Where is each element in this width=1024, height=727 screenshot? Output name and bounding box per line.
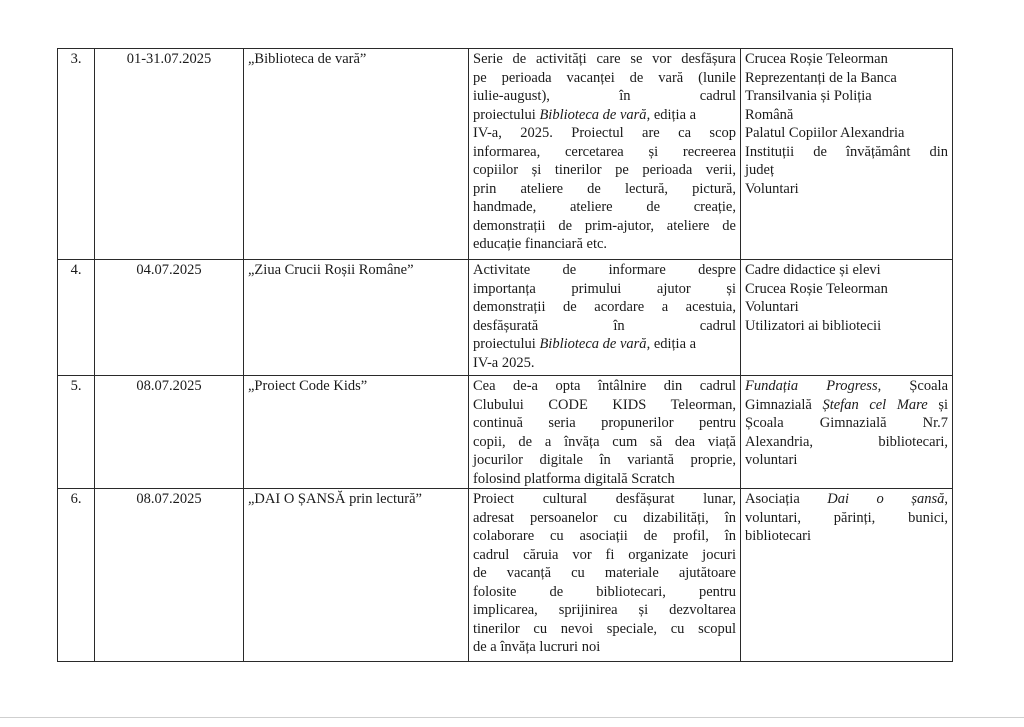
description-line: copii, de a învăța cum să dea viață bbox=[473, 433, 736, 450]
table-row bbox=[58, 49, 953, 260]
description-line: Cea de-a opta întâlnire din cadrul bbox=[473, 378, 736, 394]
participant-line: Română bbox=[745, 106, 794, 123]
participant-line: Asociația Dai o șansă, bbox=[745, 491, 948, 507]
description-line: iulie-august), în cadrul bbox=[473, 88, 736, 104]
row-number: 4. bbox=[58, 260, 95, 376]
description-line: educație financiară etc. bbox=[473, 236, 608, 252]
row-title: „DAI O ȘANSĂ prin lectură” bbox=[244, 489, 469, 662]
row-date: 04.07.2025 bbox=[95, 260, 244, 376]
participant-line: Alexandria, bibliotecari, bbox=[745, 433, 948, 450]
description-line: continuă seria propunerilor pentru bbox=[473, 415, 736, 431]
row-participants bbox=[741, 489, 953, 662]
description-line: pe perioada vacanței de vară (lunile bbox=[473, 69, 736, 86]
activities-table bbox=[57, 48, 953, 662]
description-line: cadrul căruia vor fi organizate jocuri bbox=[473, 546, 736, 563]
table-row bbox=[58, 376, 953, 489]
row-date: 01-31.07.2025 bbox=[95, 49, 244, 260]
row-date: 08.07.2025 bbox=[95, 376, 244, 489]
row-participants bbox=[741, 260, 953, 376]
description-line: informarea, cercetarea și recreerea bbox=[473, 143, 736, 160]
description-line: de a învăța lucruri noi bbox=[473, 639, 601, 655]
participant-line: județ bbox=[745, 162, 774, 178]
description-line: proiectului Biblioteca de vară, ediția a bbox=[473, 106, 697, 123]
row-description bbox=[469, 489, 741, 662]
description-line: handmade, ateliere de creație, bbox=[473, 199, 736, 215]
description-line: implicarea, sprijinirea și dezvoltarea bbox=[473, 602, 736, 618]
page-bottom-rule bbox=[0, 717, 1024, 718]
participant-line: Voluntari bbox=[745, 299, 799, 315]
participant-line: Gimnazială Ștefan cel Mare și bbox=[745, 396, 948, 413]
description-line: jocurilor digitale în variantă proprie, bbox=[473, 452, 736, 468]
description-line: colaborare cu asociații de profil, în bbox=[473, 528, 736, 544]
row-title: „Biblioteca de vară” bbox=[244, 49, 469, 260]
description-line: demonstrații de acordare a acestuia, bbox=[473, 299, 736, 315]
description-line: Proiect cultural desfășurat lunar, bbox=[473, 491, 736, 507]
row-description bbox=[469, 376, 741, 489]
participant-line: Școala Gimnazială Nr.7 bbox=[745, 415, 948, 431]
description-line: Serie de activități care se vor desfășura bbox=[473, 51, 736, 67]
row-number: 5. bbox=[58, 376, 95, 489]
description-line: de vacanță cu materiale ajutătoare bbox=[473, 565, 736, 581]
participant-line: Crucea Roșie Teleorman bbox=[745, 51, 888, 67]
description-line: Activitate de informare despre bbox=[473, 262, 736, 278]
participant-line: Transilvania și Poliția bbox=[745, 88, 872, 104]
description-line: prin ateliere de lectură, pictură, bbox=[473, 180, 736, 197]
participant-line: Fundația Progress, Școala bbox=[745, 378, 949, 394]
row-date: 08.07.2025 bbox=[95, 489, 244, 662]
row-description bbox=[469, 49, 741, 260]
description-line: IV-a 2025. bbox=[473, 354, 535, 371]
table-row bbox=[58, 260, 953, 376]
table-row bbox=[58, 489, 953, 662]
participant-line: Instituții de învățământ din bbox=[745, 143, 948, 160]
description-line: folosind platforma digitală Scratch bbox=[473, 470, 675, 487]
row-participants bbox=[741, 376, 953, 489]
description-line: proiectului Biblioteca de vară, ediția a bbox=[473, 336, 697, 352]
participant-line: voluntari bbox=[745, 452, 798, 468]
description-line: Clubului CODE KIDS Teleorman, bbox=[473, 396, 736, 413]
row-title: „Proiect Code Kids” bbox=[244, 376, 469, 489]
participant-line: Utilizatori ai bibliotecii bbox=[745, 317, 882, 334]
participant-line: Voluntari bbox=[745, 180, 799, 197]
description-line: adresat persoanelor cu dizabilități, în bbox=[473, 509, 736, 526]
row-description bbox=[469, 260, 741, 376]
row-number: 6. bbox=[58, 489, 95, 662]
participant-line: bibliotecari bbox=[745, 528, 812, 544]
participant-line: Cadre didactice și elevi bbox=[745, 262, 881, 278]
row-participants bbox=[741, 49, 953, 260]
description-line: tinerilor cu nevoi speciale, cu scopul bbox=[473, 620, 736, 637]
row-title: „Ziua Crucii Roșii Române” bbox=[244, 260, 469, 376]
description-line: desfășurată în cadrul bbox=[473, 317, 737, 334]
description-line: IV-a, 2025. Proiectul are ca scop bbox=[473, 125, 736, 141]
participant-line: Crucea Roșie Teleorman bbox=[745, 280, 888, 297]
description-line: importanța primului ajutor și bbox=[473, 280, 736, 297]
participant-line: Palatul Copiilor Alexandria bbox=[745, 125, 905, 141]
participant-line: Reprezentanți de la Banca bbox=[745, 69, 897, 86]
participant-line: voluntari, părinți, bunici, bbox=[745, 509, 948, 526]
description-line: copiilor și tinerilor pe perioada verii, bbox=[473, 162, 736, 178]
description-line: folosite de bibliotecari, pentru bbox=[473, 583, 736, 600]
row-number: 3. bbox=[58, 49, 95, 260]
description-line: demonstrații de prim-ajutor, ateliere de bbox=[473, 217, 736, 234]
